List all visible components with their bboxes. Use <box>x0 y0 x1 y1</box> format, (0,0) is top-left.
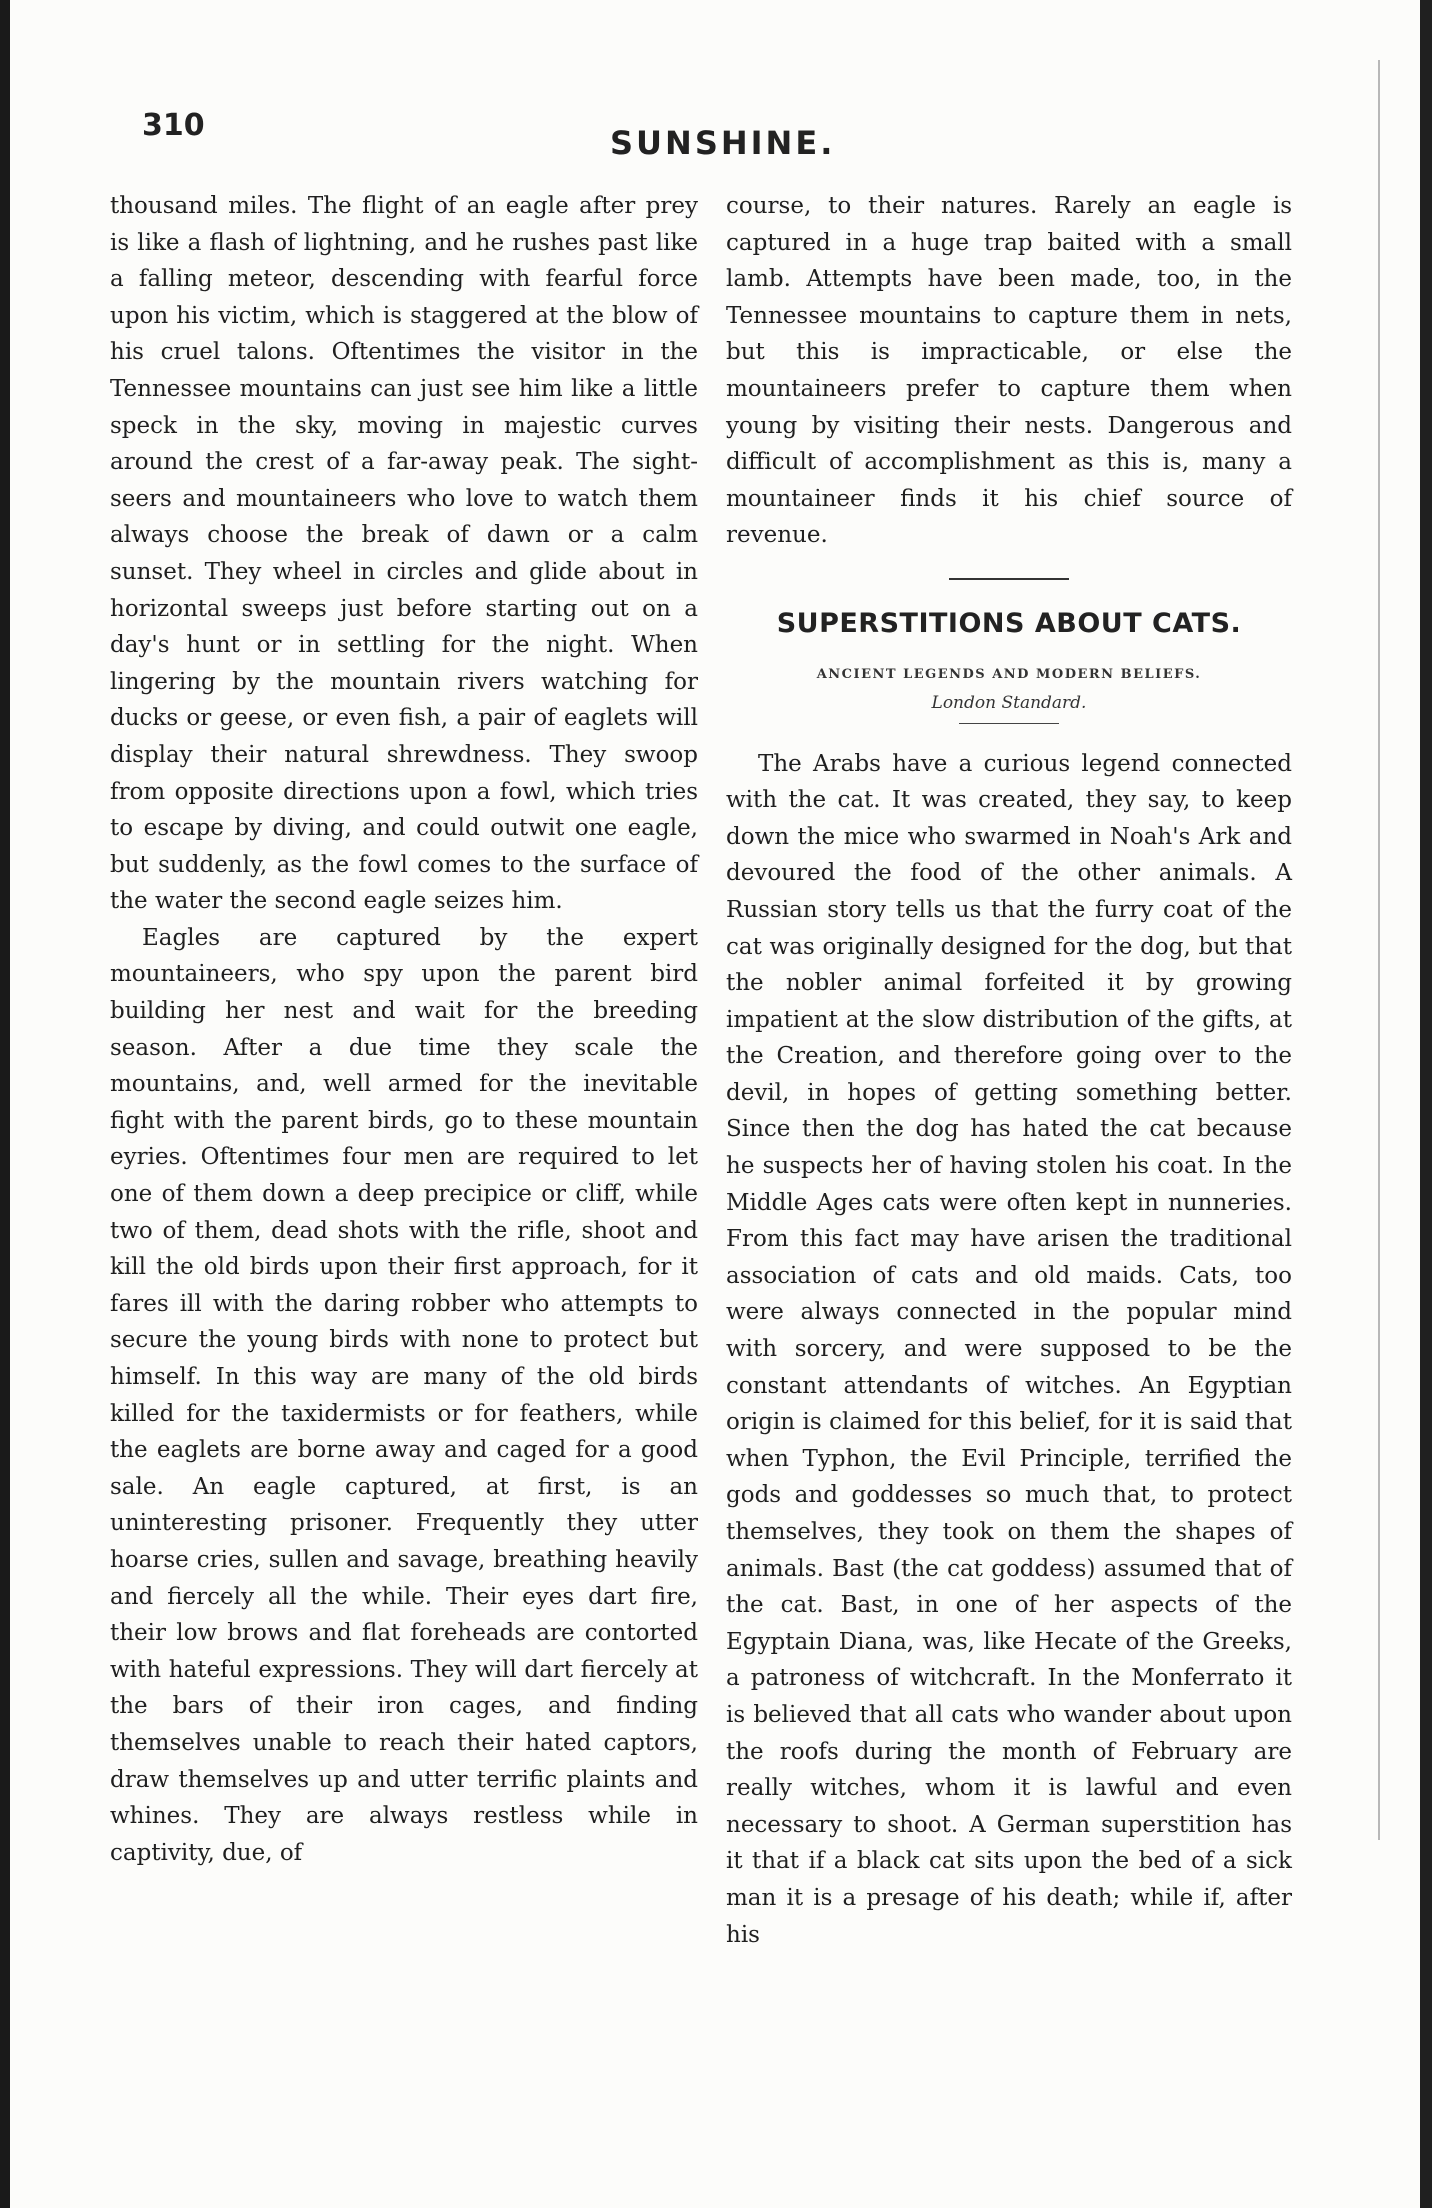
article-subtitle: ANCIENT LEGENDS AND MODERN BELIEFS. <box>816 666 1202 682</box>
left-paragraph-1: thousand miles. The flight of an eagle after prey is like a flash of lightning, and he rushes past like a falling meteor, descending with fearful force upon his victim, which is staggered at the blow of his cruel talons. Oftentimes the visitor in the Tennessee mountains can just see him like a little speck in the sky, moving in majestic curves around the crest of a far-away peak. The sight-seers and mountaineers who love to watch them always choose the break of dawn or a calm sunset. They wheel in circles and glide about in horizontal sweeps just before starting out on a day's hunt or in settling for the night. When lingering by the mountain rivers watching for ducks or geese, or even fish, a pair of eaglets will display their natural shrewdness. They swoop from opposite directions upon a fowl, which tries to escape by diving, and could outwit one eagle, but suddenly, as the fowl comes to the surface of the water the second eagle seizes him. <box>110 193 698 915</box>
article-source: London Standard. <box>931 692 1087 713</box>
article-title: SUPERSTITIONS ABOUT CATS. <box>776 607 1242 639</box>
right-paragraph-1: course, to their natures. Rarely an eagle is captured in a huge trap baited with a small lamb. Attempts have been made, too, in the Tennessee mountains to capture them in nets, but this is impracticable, or else the mountaineers prefer to capture them when young by visiting their nests. Dangerous and difficult of accomplishment as this is, many a mountaineer finds it his chief source of revenue. <box>726 193 1292 549</box>
scan-left-edge <box>0 0 10 2208</box>
left-column <box>110 188 698 1871</box>
scan-right-edge <box>1420 0 1432 2208</box>
running-title: SUNSHINE. <box>610 124 836 162</box>
right-column <box>726 188 1292 1953</box>
section-divider <box>949 578 1069 580</box>
book-page <box>10 0 1420 2208</box>
left-paragraph-2: Eagles are captured by the expert mountaineers, who spy upon the parent bird building her nest and wait for the breeding season. After a due time they scale the mountains, and, well armed for the inevitable fight with the parent birds, go to these mountain eyries. Oftentimes four men are required to let one of them down a deep precipice or cliff, while two of them, dead shots with the rifle, shoot and kill the old birds upon their first approach, for it fares ill with the daring robber who attempts to secure the young birds with none to protect but himself. In this way are many of the old birds killed for the taxidermists or for feathers, while the eaglets are borne away and caged for a good sale. An eagle captured, at first, is an uninteresting prisoner. Frequently they utter hoarse cries, sullen and savage, breathing heavily and fiercely all the while. Their eyes dart fire, their low brows and flat foreheads are contorted with hateful expressions. They will dart fiercely at the bars of their iron cages, and finding themselves unable to reach their hated captors, draw themselves up and utter terrific plaints and whines. They are always restless while in captivity, due, of <box>110 924 698 1866</box>
page-number: 310 <box>142 108 205 143</box>
page-fold-line <box>1378 60 1380 1840</box>
subtitle-divider <box>959 723 1059 724</box>
right-paragraph-2: The Arabs have a curious legend connected with the cat. It was created, they say, to keep down the mice who swarmed in Noah's Ark and devoured the food of the other animals. A Russian story tells us that the furry coat of the cat was originally designed for the dog, but that the nobler animal forfeited it by growing impatient at the slow distribution of the gifts, at the Creation, and therefore going over to the devil, in hopes of getting something better. Since then the dog has hated the cat because he suspects her of having stolen his coat. In the Middle Ages cats were often kept in nunneries. From this fact may have arisen the traditional association of cats and old maids. Cats, too were always connected in the popular mind with sorcery, and were supposed to be the constant attendants of witches. An Egyptian origin is claimed for this belief, for it is said that when Typhon, the Evil Principle, terrified the gods and goddesses so much that, to protect themselves, they took on them the shapes of animals. Bast (the cat goddess) assumed that of the cat. Bast, in one of her aspects of the Egyptain Diana, was, like Hecate of the Greeks, a patroness of witchcraft. In the Monferrato it is believed that all cats who wander about upon the roofs during the month of February are really witches, whom it is lawful and even necessary to shoot. A German superstition has it that if a black cat sits upon the bed of a sick man it is a presage of his death; while if, after his <box>726 750 1292 1948</box>
